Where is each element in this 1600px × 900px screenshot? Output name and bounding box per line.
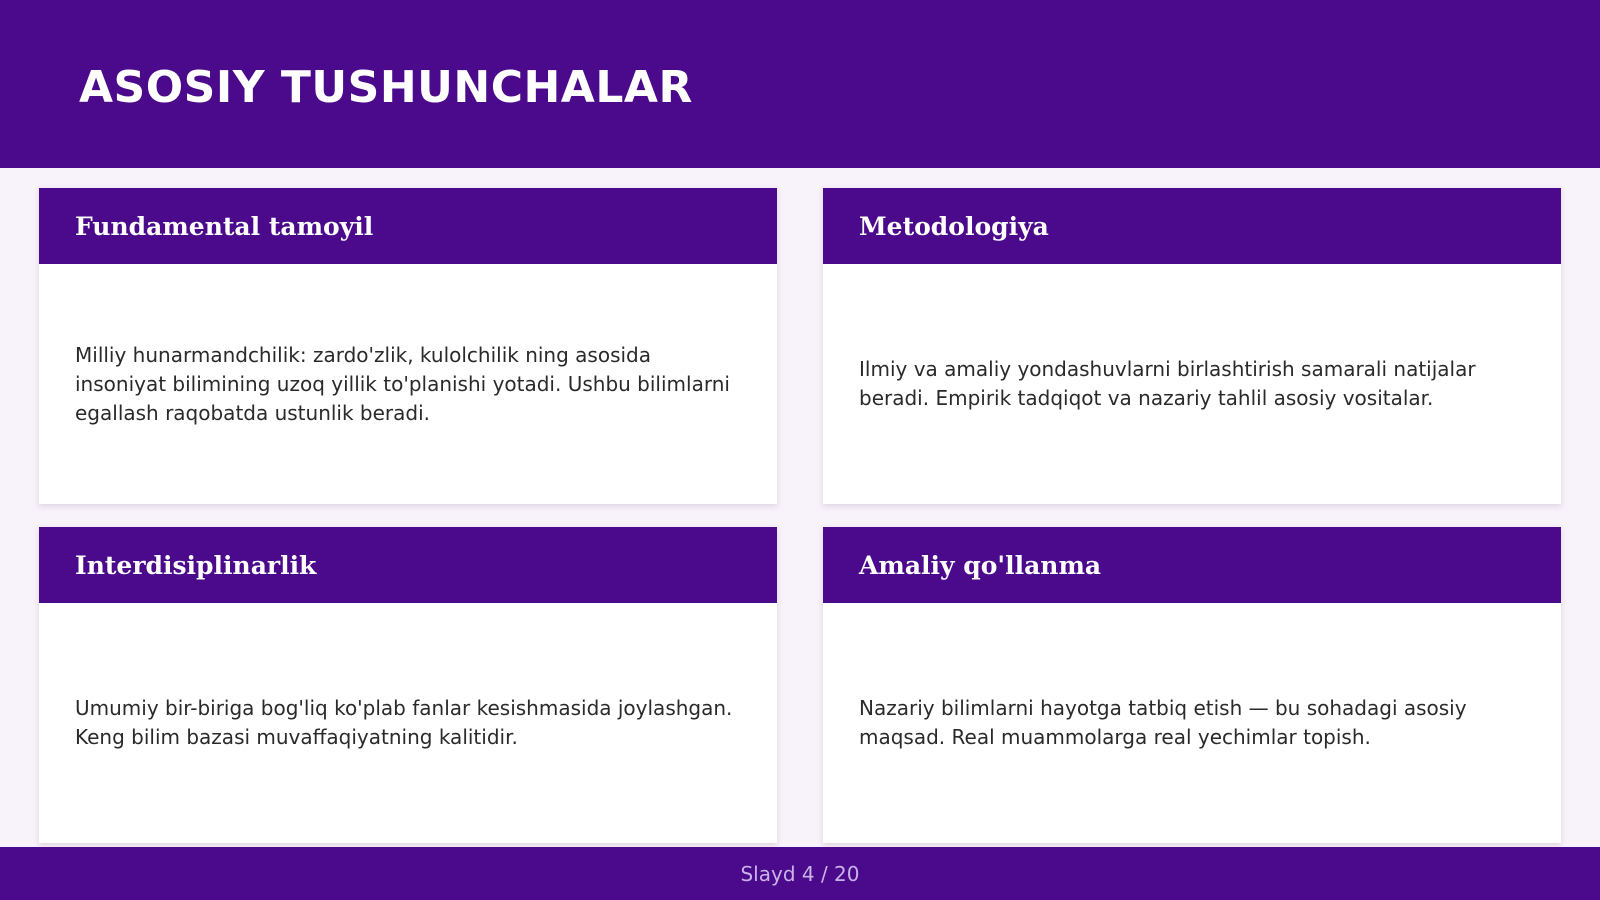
- slide-footer: [0, 847, 1600, 900]
- card-fundamental-principle: [39, 188, 777, 504]
- card-body: [39, 603, 777, 843]
- card-body: [823, 603, 1561, 843]
- card-header: [39, 188, 777, 264]
- card-methodology: [823, 188, 1561, 504]
- card-text: Nazariy bilimlarni hayotga tatbiq etish — bu sohadagi asosiy maqsad. Real muammolarga real yechimlar topish.: [859, 696, 1467, 749]
- card-text: Umumiy bir-biriga bog'liq ko'plab fanlar kesishmasida joylashgan. Keng bilim bazasi muvaffaqiyatning kalitidir.: [75, 696, 733, 749]
- card-title: Interdisiplinarlik: [75, 550, 317, 580]
- card-text: Milliy hunarmandchilik: zardo'zlik, kulolchilik ning asosida insoniyat bilimining uzoq yillik to'planishi yotadi. Ushbu bilimlarni egallash raqobatda ustunlik beradi.: [75, 342, 730, 425]
- slide-header: [0, 0, 1600, 168]
- card-interdisciplinarity: [39, 527, 777, 843]
- slide-counter: Slayd 4 / 20: [740, 861, 860, 886]
- card-body: [823, 264, 1561, 504]
- card-body: [39, 264, 777, 504]
- card-practical-application: [823, 527, 1561, 843]
- card-header: [823, 527, 1561, 603]
- card-text: Ilmiy va amaliy yondashuvlarni birlashtirish samarali natijalar beradi. Empirik tadqiqot va nazariy tahlil asosiy vositalar.: [859, 357, 1476, 410]
- slide-title: ASOSIY TUSHUNCHALAR: [79, 62, 693, 113]
- card-title: Fundamental tamoyil: [75, 211, 374, 241]
- card-header: [39, 527, 777, 603]
- card-title: Amaliy qo'llanma: [859, 550, 1102, 580]
- card-header: [823, 188, 1561, 264]
- card-title: Metodologiya: [859, 211, 1049, 241]
